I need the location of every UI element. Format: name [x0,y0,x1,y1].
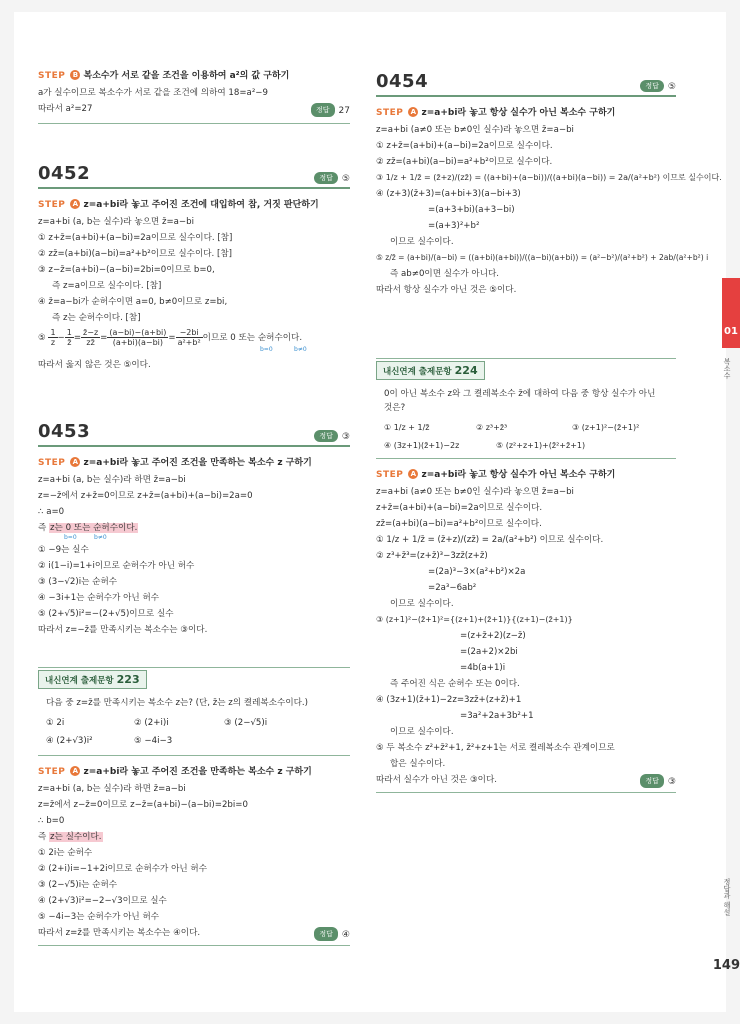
step-circle: A [70,457,80,467]
text-line: ④ (z+3)(z̄+3)=(a+bi+3)(a−bi+3) [376,189,521,199]
text-line: z=a+bi (a, b는 실수)라 하면 z̄=a−bi [38,784,186,794]
text-line: z=a+bi (a, b는 실수)라 놓으면 z̄=a−bi [38,217,194,227]
text-line: z=a+bi (a, b는 실수)라 하면 z̄=a−bi [38,475,186,485]
problem-header [38,422,350,442]
section-label: 정답과 해설 [723,878,731,916]
text-line: ∴ b=0 [38,816,65,826]
step-tag: STEP [38,767,66,777]
step-b-heading [38,70,350,82]
step-circle: A [408,469,418,479]
text-line: =(2a)³−3×(a²+b²)×2a [428,567,526,577]
sub-annotations [38,346,350,359]
fraction [81,328,100,347]
text-line: z+z̄=(a+bi)+(a−bi)=2a이므로 실수이다. [376,503,543,513]
step-heading [38,457,350,469]
text-line: ② z³+z̄³=(z+z̄)³−3zz̄(z+z̄) [376,551,488,561]
numerator: z̄−z [83,328,99,337]
divider [38,187,350,189]
text-line: z=−z̄에서 z+z̄=0이므로 z+z̄=(a+bi)+(a−bi)=2a=0 [38,491,253,501]
choice: ⑤ (z²+z+1)+(z̄²+z̄+1) [496,441,586,450]
step-circle: A [408,107,418,117]
text-line: ① z+z̄=(a+bi)+(a−bi)=2a이므로 실수이다. [376,141,553,151]
text-line: ① 1/z + 1/z̄ = (z̄+z)/(zz̄) = 2a/(a²+b²) 이므로 실수이다. [376,535,604,545]
choice-line: ③ (3−√2)i는 순허수 [38,577,118,587]
circle-number: ⑤ [38,332,46,343]
text-line: zz̄=(a+bi)(a−bi)=a²+b²이므로 실수이다. [376,519,542,529]
problem-header [376,72,676,92]
page [14,12,740,1012]
question-tab [376,361,485,380]
question-text: 0이 아닌 복소수 z와 그 켤레복소수 z̄에 대하여 다음 중 항상 실수가 아닌 [384,389,656,399]
tab-number: 224 [454,364,478,377]
text-line: ④ z̄=a−bi가 순허수이면 a=0, b≠0이므로 z=bi, [38,297,228,307]
text-line: 이므로 실수이다. [390,727,454,737]
step-title: z=a+bi라 놓고 주어진 조건을 만족하는 복소수 z 구하기 [83,458,312,468]
tab-number: 223 [116,673,140,686]
choice-line: ③ (2−√5)i는 순허수 [38,880,118,890]
divider [38,123,350,124]
question-tab [38,670,147,689]
problem-header [38,164,350,184]
fraction [107,328,168,347]
answer-badge: 정답 [314,927,338,941]
problem-0452 [38,164,350,375]
text: 즉 [38,832,50,842]
problem-0454 [376,71,722,300]
divider [38,945,350,946]
text-line: =4b(a+1)i [460,663,506,673]
answer-box [314,172,350,184]
text-line: 이므로 실수이다. [390,237,454,247]
text-line: z=a+bi (a≠0 또는 b≠0인 실수)라 놓으면 z̄=a−bi [376,125,574,135]
choice: ③ (z+1)²−(z̄+1)² [572,423,640,432]
step-title: z=a+bi라 놓고 주어진 조건을 만족하는 복소수 z 구하기 [83,767,312,777]
annotation: b=0 [260,346,273,353]
text: 즉 [38,523,50,533]
choice-line: ⑤ −4i−3는 순허수가 아닌 허수 [38,912,160,922]
text-line: z=a+bi (a≠0 또는 b≠0인 실수)라 놓으면 z̄=a−bi [376,487,574,497]
text-line: =(a+3+bi)(a+3−bi) [428,205,515,215]
step-heading [38,766,350,778]
choice-line: ① −9는 실수 [38,545,89,555]
divider [38,667,350,668]
text-line: ③ 1/z + 1/z̄ = (z̄+z)/(zz̄) = ((a+bi)+(a−bi))/((a+bi)(a−bi)) = 2a/(a²+b²) 이므로 실수이다. [376,173,722,182]
denominator: (a+bi)(a−bi) [112,338,163,347]
answer-badge: 정답 [311,103,335,117]
divider [376,792,676,793]
step-tag: STEP [38,200,66,210]
text-line: ③ z−z̄=(a+bi)−(a−bi)=2bi=0이므로 b=0, [38,265,215,275]
text-line: 합은 실수이다. [390,759,446,769]
step-tag: STEP [376,470,404,480]
fraction [48,328,57,347]
text-line: ③ (z+1)²−(z̄+1)²={(z+1)+(z̄+1)}{(z+1)−(z̄+1)} [376,615,573,624]
text-line: 이므로 실수이다. [390,599,454,609]
choice-row [38,717,350,729]
text-line: ∴ a=0 [38,507,65,517]
conclusion: 따라서 z=−z̄를 만족시키는 복소수는 ③이다. [38,625,208,635]
annotation: b≠0 [294,346,307,353]
step-heading [376,469,676,481]
step-title: z=a+bi라 놓고 항상 실수가 아닌 복소수 구하기 [421,470,616,480]
text-line: =3a²+2a+3b²+1 [460,711,534,721]
divider [38,755,350,756]
step-tag: STEP [38,458,66,468]
text-line: =(z+z̄+2)(z−z̄) [460,631,526,641]
conclusion-row [376,774,676,788]
sub-annotations [38,534,350,544]
conclusion: 따라서 실수가 아닌 것은 ③이다. [376,775,497,785]
answer-box [640,774,676,788]
highlighted-text: z는 실수이다. [50,832,102,842]
highlighted-text: z는 0 또는 순허수이다. [50,523,138,533]
denominator: z̄ [67,338,72,347]
answer-badge: 정답 [640,80,664,92]
tab-label: 내신연계 출제문항 [45,676,114,686]
answer-box [640,80,676,92]
choice: ① 1/z + 1/z̄ [384,423,430,432]
divider [376,458,676,459]
text-line: =(2a+2)×2bi [460,647,518,657]
step-title: 복소수가 서로 같을 조건을 이용하여 a²의 값 구하기 [83,71,290,81]
chapter-label: 복소수 [723,358,731,379]
text-line: =2a³−6ab² [428,583,477,593]
conclusion-row [38,927,350,941]
conclusion: 따라서 z=z̄를 만족시키는 복소수는 ④이다. [38,928,201,938]
divider [376,95,676,97]
step-circle: A [70,199,80,209]
text-line: 즉 z=a이므로 실수이다. [참] [52,281,162,291]
highlight-line [38,522,350,534]
choice: ⑤ −4i−3 [134,736,173,746]
answer-box [314,927,350,941]
annotation: b=0 [64,534,77,541]
divider [38,445,350,447]
problem-number: 0453 [38,421,91,442]
answer-value: ③ [667,777,676,787]
text: 따라서 a²=27 [38,104,93,114]
choice-line: ① 2i는 순허수 [38,848,93,858]
choice-line: ⑤ (2+√5)i²=−(2+√5)이므로 실수 [38,609,174,619]
text-line: 즉 ab≠0이면 실수가 아니다. [390,269,500,279]
choice-line: ② i(1−i)=1+i이므로 순허수가 아닌 허수 [38,561,195,571]
operator: − [57,332,65,343]
step-heading [38,199,350,211]
text-line: =(a+3)²+b² [428,221,480,231]
related-question-223 [38,667,350,946]
page-number: 149 [712,958,740,973]
question-text: 다음 중 z=z̄를 만족시키는 복소수 z는? (단, z̄는 z의 켤레복소수이다.) [46,698,309,708]
text-line: z=z̄에서 z−z̄=0이므로 z−z̄=(a+bi)−(a−bi)=2bi=0 [38,800,248,810]
answer-value: ③ [341,432,350,442]
numerator: 1 [66,328,72,337]
choice: ② (2+i)i [134,718,169,728]
fraction [65,328,74,347]
text-line: ⑤ 두 복소수 z²+z̄²+1, z̄²+z+1는 서로 켤레복소수 관계이므로 [376,743,615,753]
conclusion: 따라서 항상 실수가 아닌 것은 ⑤이다. [376,285,517,295]
answer-badge: 정답 [314,172,338,184]
answer-value: 27 [338,106,350,116]
step-heading [376,107,676,119]
operator: = [100,332,108,343]
denominator: zz̄ [86,338,95,347]
text-line: ② zz̄=(a+bi)(a−bi)=a²+b²이므로 실수이다. [참] [38,249,233,259]
choice-row [38,735,350,747]
step-tag: STEP [38,71,66,81]
problem-number: 0452 [38,163,91,184]
answer-badge: 정답 [314,430,338,442]
text-line: 즉 z는 순허수이다. [참] [52,313,141,323]
choice: ② z³+z̄³ [476,423,508,432]
choice-line: ④ (2+√3)i²=−2−√3이므로 실수 [38,896,167,906]
annotation: b≠0 [94,534,107,541]
operator: = [73,332,82,343]
fraction [176,328,203,347]
choice-line: ④ −3i+1는 순허수가 아닌 허수 [38,593,160,603]
conclusion: 따라서 옳지 않은 것은 ⑤이다. [38,360,151,370]
step-circle: A [70,766,80,776]
problem-0453 [38,422,350,640]
answer-value: ④ [341,930,350,940]
highlight-line [38,831,350,843]
choice: ① 2i [46,718,65,728]
numerator: 1 [50,328,56,337]
step-tag: STEP [376,108,404,118]
fraction-line [38,328,350,347]
choice-row [376,422,676,434]
denominator: a²+b² [177,338,201,347]
text-line: ② zz̄=(a+bi)(a−bi)=a²+b²이므로 실수이다. [376,157,553,167]
choice-row [376,440,676,452]
choice-line: ② (2+i)i=−1+2i이므로 순허수가 아닌 허수 [38,864,208,874]
step-title: z=a+bi라 놓고 항상 실수가 아닌 복소수 구하기 [421,108,616,118]
text-line: ① z+z̄=(a+bi)+(a−bi)=2a이므로 실수이다. [참] [38,233,233,243]
step-circle: B [70,70,80,80]
chapter-number: 01 [724,326,738,337]
text-line: ④ (3z+1)(z̄+1)−2z=3zz̄+(z+z̄)+1 [376,695,522,705]
step-title: z=a+bi라 놓고 주어진 조건에 대입하여 참, 거짓 판단하기 [83,200,319,210]
answer-box [311,103,350,117]
numerator: −2bi [176,328,203,338]
text-line [38,103,350,117]
text-line: a가 실수이므로 복소수가 서로 같을 조건에 의하여 18=a²−9 [38,88,268,98]
answer-value: ⑤ [341,174,350,184]
question-text: 것은? [384,403,406,413]
answer-value: ⑤ [667,82,676,92]
text: 이므로 0 또는 순허수이다. [202,332,303,343]
divider [376,358,676,359]
denominator: z [50,338,56,347]
answer-box [314,430,350,442]
choice: ④ (3z+1)(z̄+1)−2z [384,441,460,450]
choice: ④ (2+√3)i² [46,736,93,746]
tab-label: 내신연계 출제문항 [383,367,452,377]
related-question-224 [376,358,676,793]
answer-badge: 정답 [640,774,664,788]
chapter-tab [722,278,740,348]
text-line: ⑤ z/z̄ = (a+bi)/(a−bi) = ((a+bi)(a+bi))/((a−bi)(a+bi)) = (a²−b²)/(a²+b²) + 2ab/(a²+b²) i [376,253,709,262]
choice: ③ (2−√5)i [224,718,268,728]
operator: = [168,332,176,343]
problem-number: 0454 [376,71,429,92]
step-b-section [38,70,350,124]
text-line: 즉 주어진 식은 순허수 또는 0이다. [390,679,520,689]
numerator: (a−bi)−(a+bi) [109,328,167,337]
